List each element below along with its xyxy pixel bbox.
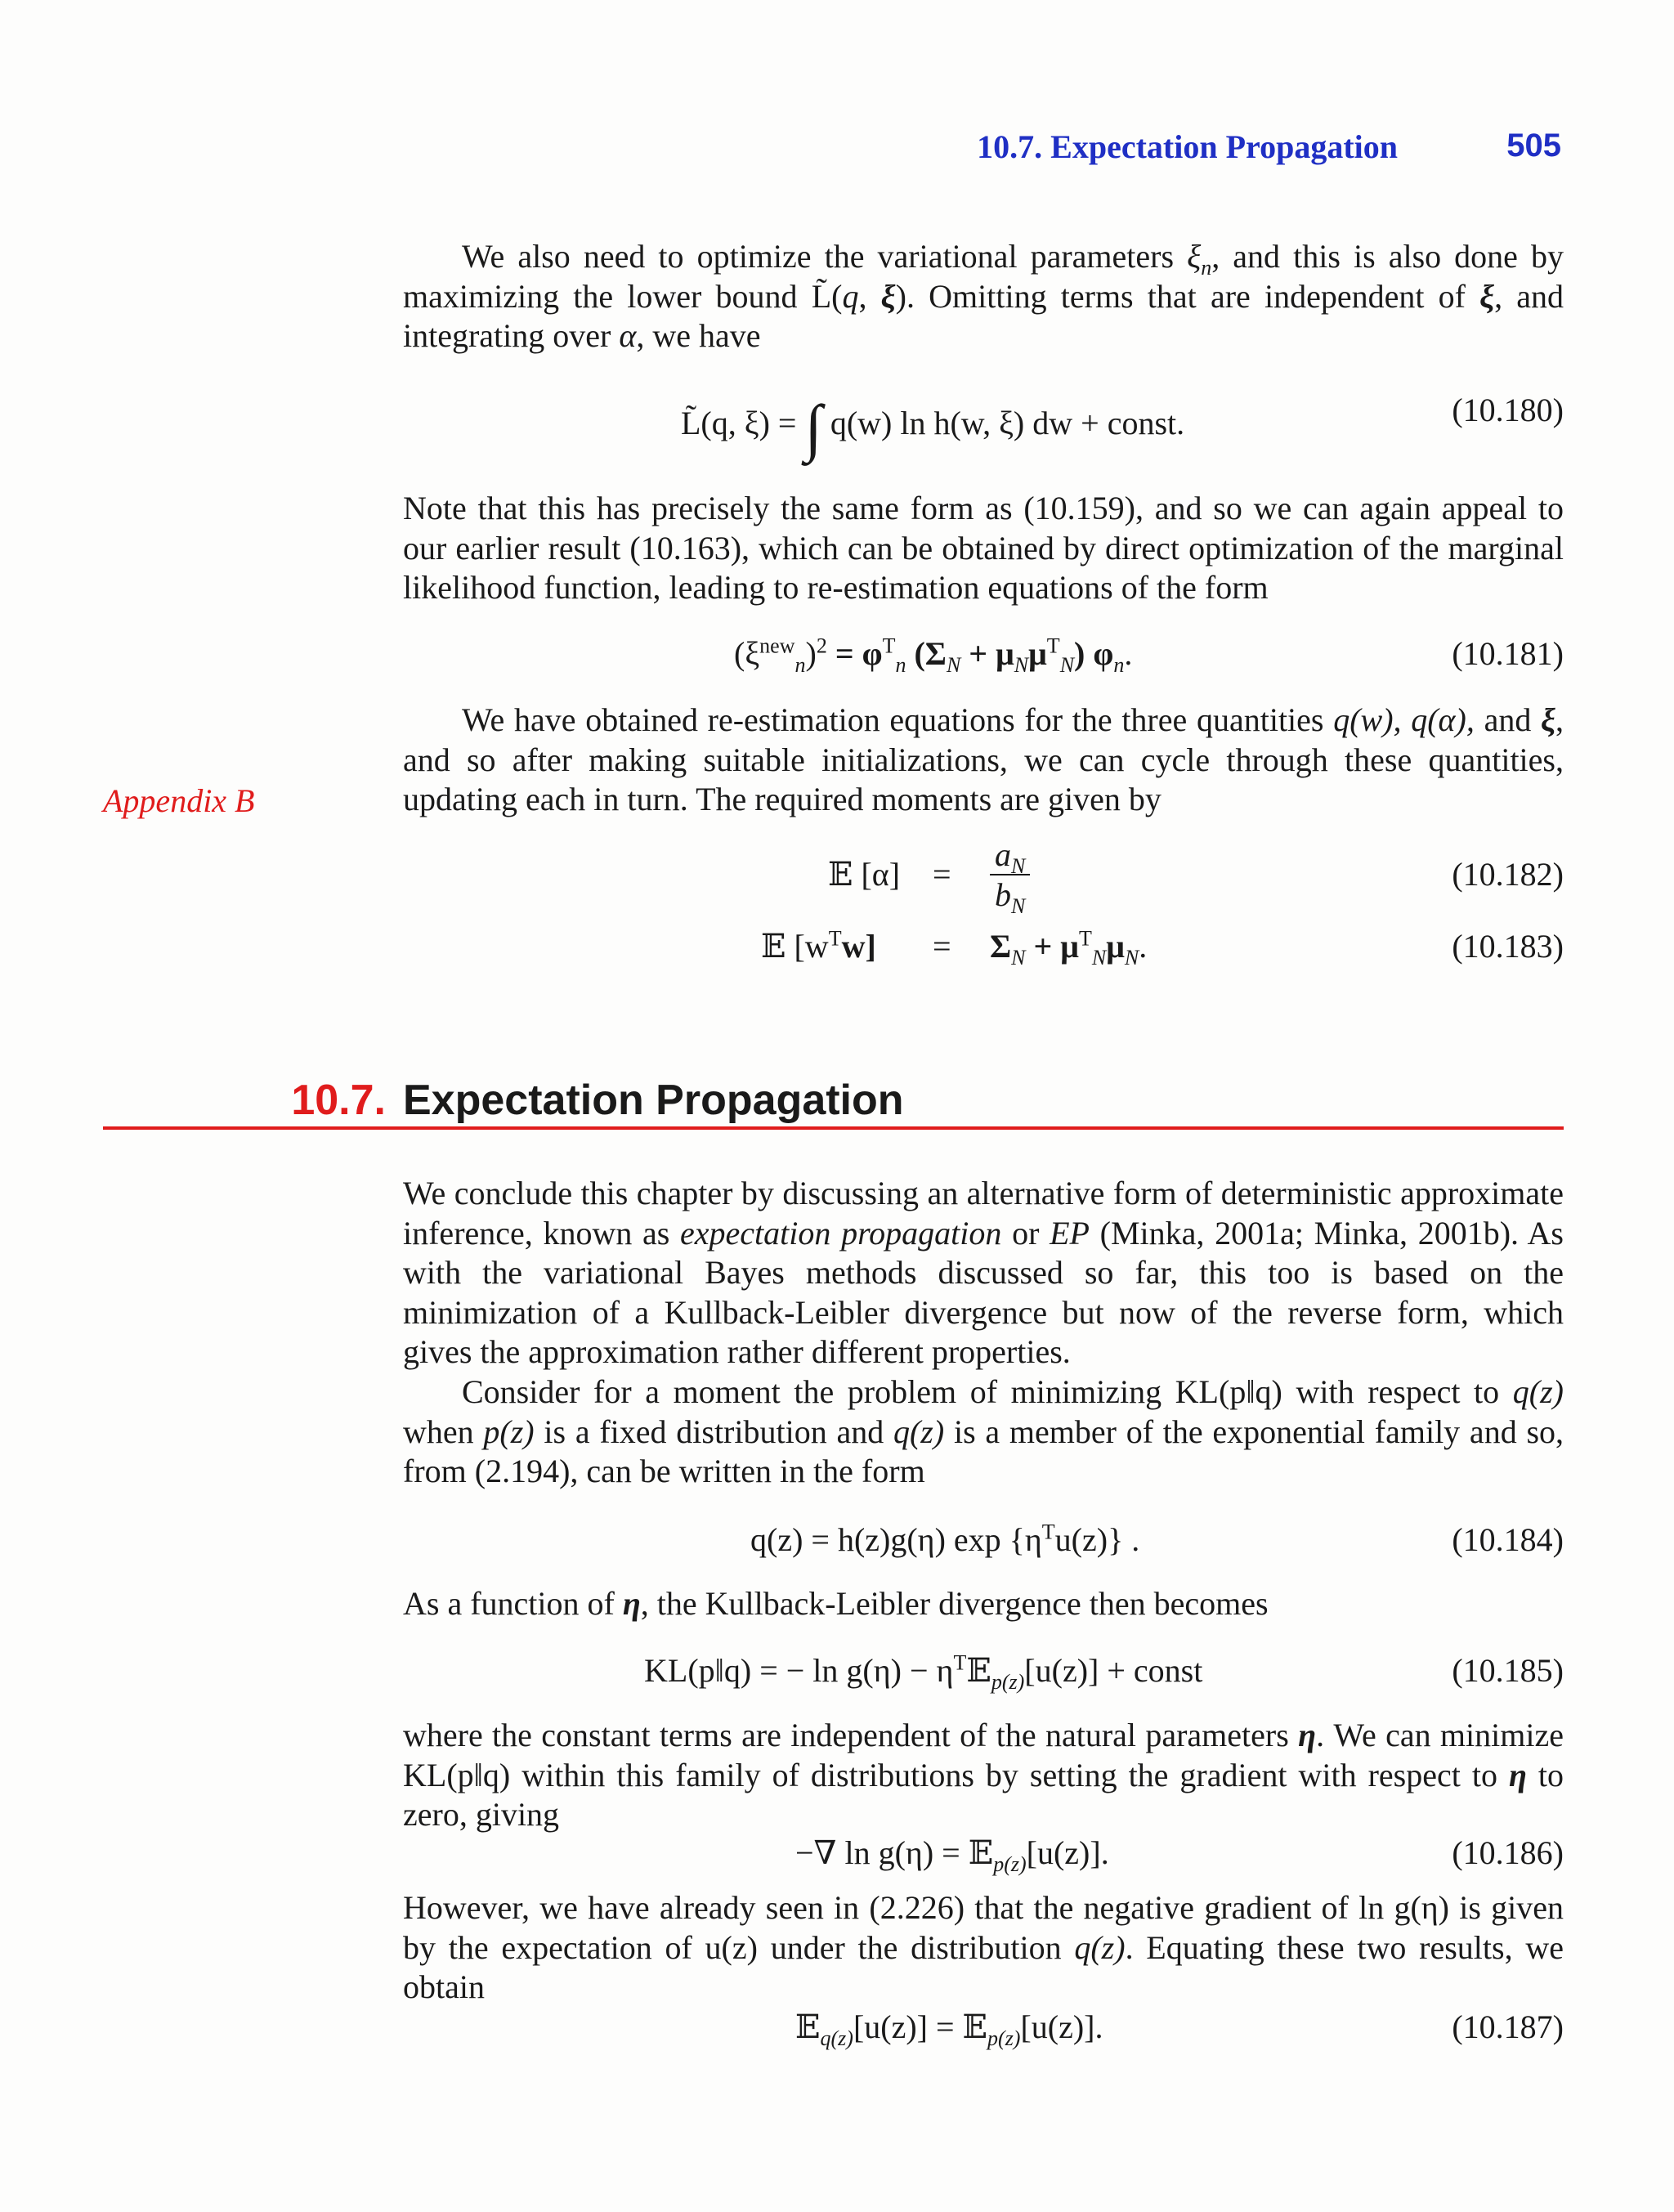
paragraph-7: where the constant terms are independent of the natural parameters η. We can minimize KL(p‖q) within this family of distributions by setting the gradient with respect to η to zero, giving xyxy=(403,1717,1564,1833)
equation-number: (10.183) xyxy=(1452,928,1564,965)
equation-10-181: $(\xi^{new}_n)^2 = \varphi^T_n$ $(\Sigma_N + \mu_N\mu^T_N)$ $\varphi_n$. (10.181) xyxy=(734,634,1564,677)
paragraph-4: We conclude this chapter by discussing an alternative form of deterministic approximate inference, known as expectation propagation or EP (Minka, 2001a; Minka, 2001b). As with the variational Bayes methods discussed so far, this too is based on the minimization of a Kullback-Leibler divergence but now of the reverse form, which gives the approximation rather different properties. xyxy=(403,1175,1564,1370)
equation-number: (10.184) xyxy=(1452,1521,1564,1558)
paragraph-8: However, we have already seen in (2.226) that the negative gradient of ln g(η) is given by the expectation of u(z) under the distribution q(z). Equating these two results, we obtain xyxy=(403,1889,1564,2005)
integral-sign: ∫ xyxy=(804,392,822,463)
paragraph-3: We have obtained re-estimation equations for the three quantities q(w), q(α), and ξ, and so after making suitable initializations, we can cycle through these quantities, updating each in turn. The required moments are given by xyxy=(403,701,1564,817)
equation-10-186: −∇ ln g(η) = 𝔼$_{p(z)}$[u(z)]. (10.186) xyxy=(795,1834,1564,1876)
paragraph-6: As a function of η, the Kullback-Leibler divergence then becomes xyxy=(403,1585,1269,1622)
equation-number: (10.187) xyxy=(1452,2008,1564,2045)
section-title: Expectation Propagation xyxy=(403,1077,904,1124)
paragraph-5: Consider for a moment the problem of minimizing KL(p‖q) with respect to q(z) when p(z) is a fixed distribution and q(z) is a member of the exponential family and so, from (2.194), can be written in the form xyxy=(403,1373,1564,1489)
fraction: $\frac{a_N}{b_N}$ xyxy=(990,835,1030,914)
running-header-title: 10.7. Expectation Propagation xyxy=(977,128,1398,165)
equation-number: (10.185) xyxy=(1452,1652,1564,1689)
equation-10-183: 𝔼 $[w^Tw]$ = $\Sigma_N + \mu^T_N\mu_N$. (10.183) xyxy=(761,926,1564,969)
equation-10-185: KL(p‖q) = − $\ln g(\eta) - \eta^T𝔼_{p(z)}[u(z)]$ + const (10.185) xyxy=(644,1650,1564,1694)
paragraph-2: Note that this has precisely the same form as (10.159), and so we can again appeal to our earlier result (10.163), which can be obtained by direct optimization of the marginal likelihood function, leading to re-estimation equations of the form xyxy=(403,490,1564,606)
equation-number: (10.180) xyxy=(1452,392,1564,428)
paragraph-1: We also need to optimize the variational parameters $\xi_n$, and this is also done by maximizing the lower bound L̃(q, ξ). Omitting terms that are independent of ξ, and integrating over α, we have xyxy=(403,238,1564,354)
equation-number: (10.186) xyxy=(1452,1834,1564,1871)
equation-10-180: L̃(q, ξ) = ∫ q(w) ln h(w, ξ) dw + const. (10.180) xyxy=(681,392,1564,463)
margin-note-appendix[interactable]: Appendix B xyxy=(103,782,255,819)
page-number: 505 xyxy=(1506,128,1561,163)
equation-number: (10.182) xyxy=(1452,856,1564,893)
equation-10-184: q(z) = h(z)g(η) $\exp \{\eta^Tu(z)\}$ . (10.184) xyxy=(750,1520,1564,1558)
equation-10-187: 𝔼$_{q(z)}$[u(z)] = 𝔼$_{p(z)}$[u(z)]. (10.187) xyxy=(795,2008,1564,2050)
equation-number: (10.181) xyxy=(1452,635,1564,672)
section-number: 10.7. xyxy=(291,1077,386,1124)
equation-10-182: 𝔼 [α] = $\frac{a_N}{b_N}$ (10.182) xyxy=(828,836,1564,918)
section-rule xyxy=(103,1126,1564,1130)
